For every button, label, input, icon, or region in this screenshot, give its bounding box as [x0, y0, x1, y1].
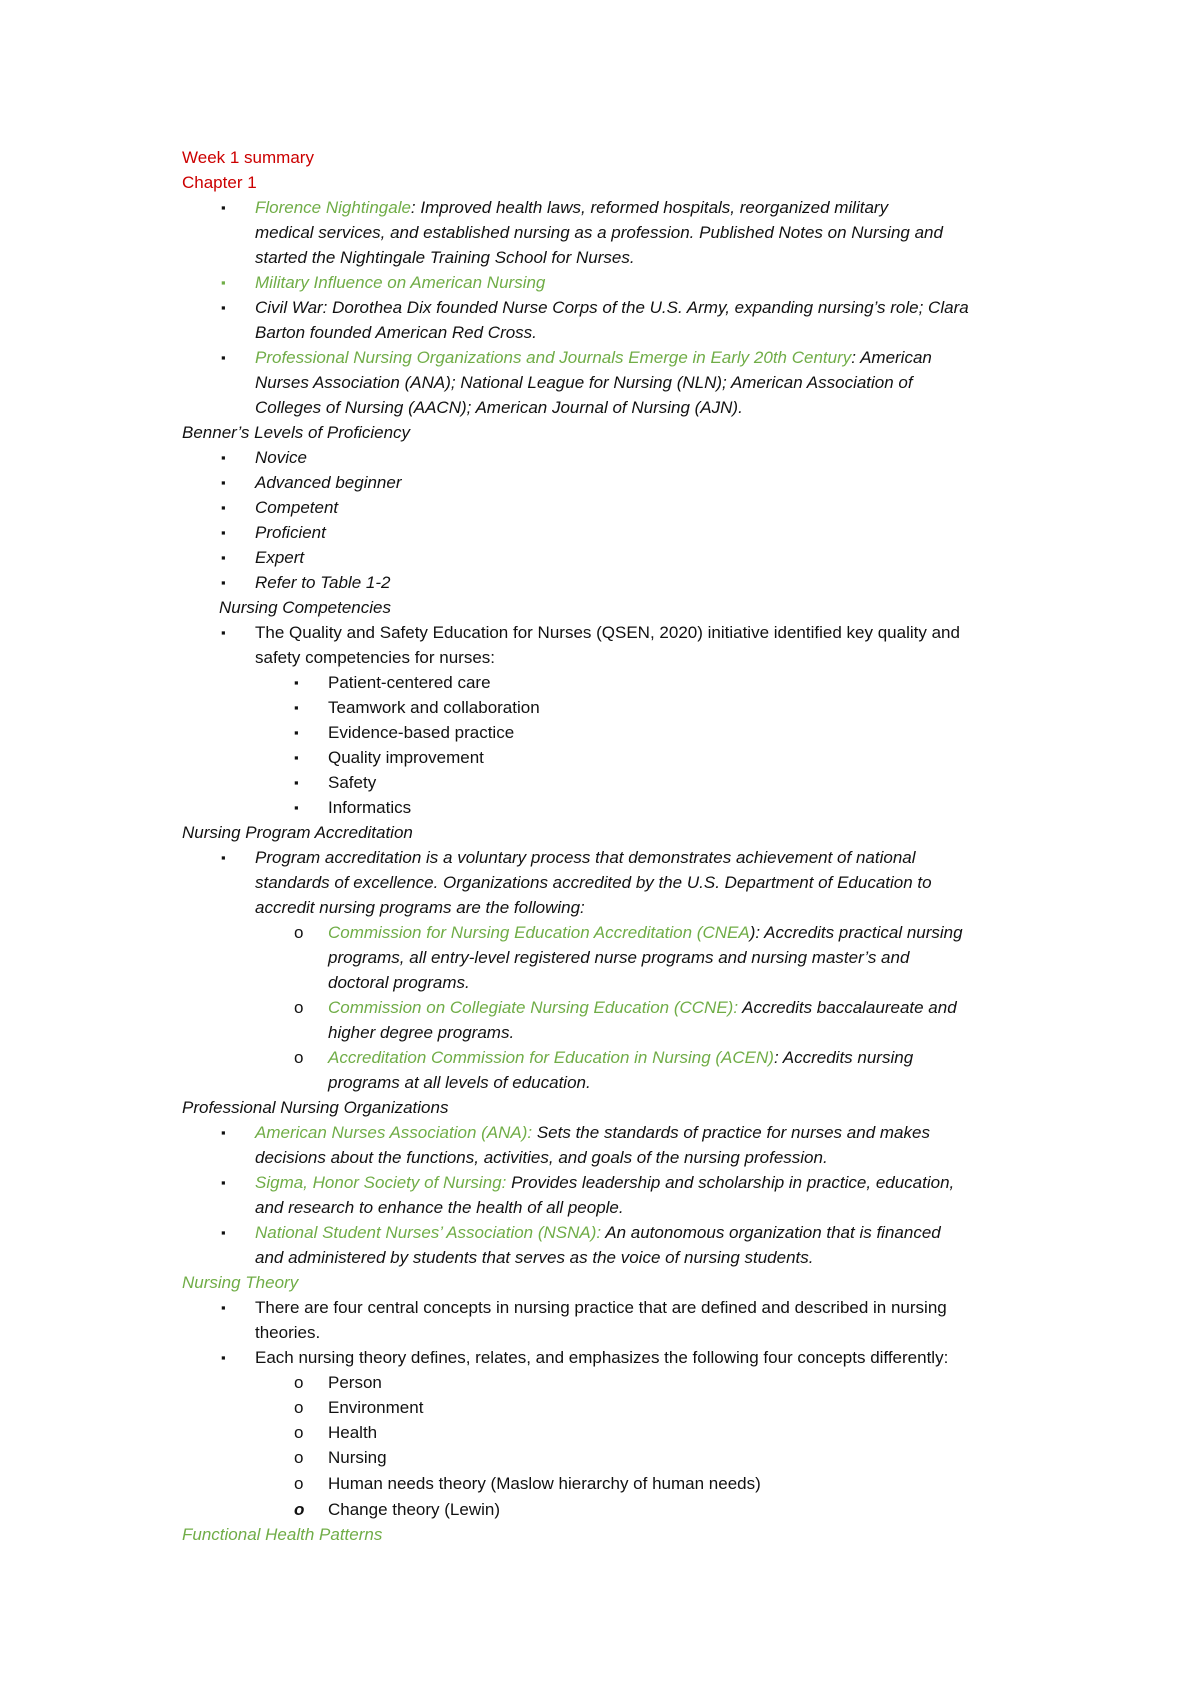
civil-war-line-1: Civil War: Dorothea Dix founded Nurse Corps of the U.S. Army, expanding nursing’s role; Clara [255, 298, 969, 317]
bullet-marker: ▪ [221, 275, 226, 290]
theory-bullet-2: Each nursing theory defines, relates, and emphasizes the following four concepts differently: [255, 1348, 949, 1367]
ccne-line-1: Commission on Collegiate Nursing Education (CCNE): Accredits baccalaureate and [328, 998, 957, 1017]
military-influence: Military Influence on American Nursing [255, 273, 546, 292]
cnea-line-1: Commission for Nursing Education Accreditation (CNEA): Accredits practical nursing [328, 923, 963, 942]
benner-item: Novice [255, 448, 307, 467]
theory-item: Health [328, 1423, 378, 1442]
competencies-heading: Nursing Competencies [219, 598, 391, 617]
sub-bullet-marker: o [294, 1474, 304, 1493]
bullet-marker: ▪ [221, 1225, 226, 1240]
bullet-marker: ▪ [221, 550, 226, 565]
bullet-marker: ▪ [221, 200, 226, 215]
orgs-line-2: Nurses Association (ANA); National League for Nursing (NLN); American Association of [255, 373, 913, 392]
bullet-marker: ▪ [221, 350, 226, 365]
acen-line-2: programs at all levels of education. [328, 1073, 591, 1092]
nsna-term: National Student Nurses’ Association (NSNA): [255, 1223, 602, 1242]
bullet-marker: ▪ [221, 475, 226, 490]
ccne-term: Commission on Collegiate Nursing Education (CCNE): [328, 998, 739, 1017]
nsna-line-2: and administered by students that serves as the voice of nursing students. [255, 1248, 814, 1267]
competency-item: Patient-centered care [328, 673, 491, 692]
sub-bullet-marker: o [294, 1048, 304, 1067]
ccne-line-2: higher degree programs. [328, 1023, 515, 1042]
competency-item: Safety [328, 773, 377, 792]
theory-heading: Nursing Theory [182, 1273, 299, 1292]
nightingale-term: Florence Nightingale [255, 198, 411, 217]
competencies-intro-1: The Quality and Safety Education for Nurses (QSEN, 2020) initiative identified key quality and [255, 623, 960, 642]
bullet-marker: ▪ [221, 525, 226, 540]
bullet-marker: ▪ [294, 800, 299, 815]
bullet-marker: ▪ [294, 725, 299, 740]
accreditation-intro-2: standards of excellence. Organizations accredited by the U.S. Department of Education to [255, 873, 932, 892]
theory-item: Nursing [328, 1448, 387, 1467]
sub-bullet-marker: o [294, 1500, 305, 1519]
cnea-line-3: doctoral programs. [328, 973, 470, 992]
benner-heading: Benner’s Levels of Proficiency [182, 423, 411, 442]
bullet-marker: ▪ [294, 700, 299, 715]
benner-item: Competent [255, 498, 339, 517]
accreditation-intro-3: accredit nursing programs are the following: [255, 898, 585, 917]
benner-item: Expert [255, 548, 305, 567]
sub-bullet-marker: o [294, 1448, 304, 1467]
orgs-line-1: Professional Nursing Organizations and Journals Emerge in Early 20th Century: American [255, 348, 932, 367]
functional-heading: Functional Health Patterns [182, 1525, 383, 1544]
bullet-marker: ▪ [221, 450, 226, 465]
sigma-line-1: Sigma, Honor Society of Nursing: Provides leadership and scholarship in practice, education, [255, 1173, 955, 1192]
bullet-marker: ▪ [221, 625, 226, 640]
accreditation-heading: Nursing Program Accreditation [182, 823, 413, 842]
bullet-marker: ▪ [221, 575, 226, 590]
nsna-line-1: National Student Nurses’ Association (NSNA): An autonomous organization that is financed [255, 1223, 941, 1242]
ana-term: American Nurses Association (ANA): [255, 1123, 533, 1142]
competencies-intro-2: safety competencies for nurses: [255, 648, 496, 667]
accreditation-intro-1: Program accreditation is a voluntary process that demonstrates achievement of national [255, 848, 916, 867]
sub-bullet-marker: o [294, 998, 304, 1017]
bullet-marker: ▪ [221, 1175, 226, 1190]
bullet-marker: ▪ [294, 675, 299, 690]
nightingale-line-2: medical services, and established nursing as a profession. Published Notes on Nursing and [255, 223, 943, 242]
theory-bullet-1-line-2: theories. [255, 1323, 321, 1342]
sigma-line-2: and research to enhance the health of all people. [255, 1198, 624, 1217]
theory-item: Environment [328, 1398, 424, 1417]
bullet-marker: ▪ [221, 850, 226, 865]
bullet-marker: ▪ [221, 1350, 226, 1365]
bullet-marker: ▪ [294, 775, 299, 790]
competency-item: Evidence-based practice [328, 723, 515, 742]
competency-item: Informatics [328, 798, 412, 817]
theory-item: Change theory (Lewin) [328, 1500, 500, 1519]
ana-line-1: American Nurses Association (ANA): Sets the standards of practice for nurses and makes [255, 1123, 930, 1142]
benner-item: Refer to Table 1-2 [255, 573, 391, 592]
acen-term: Accreditation Commission for Education in Nursing (ACEN) [328, 1048, 774, 1067]
sub-bullet-marker: o [294, 1373, 304, 1392]
cnea-line-2: programs, all entry-level registered nurse programs and nursing master’s and [328, 948, 910, 967]
theory-item: Human needs theory (Maslow hierarchy of human needs) [328, 1474, 761, 1493]
bullet-marker: ▪ [221, 300, 226, 315]
bullet-marker: ▪ [221, 1300, 226, 1315]
civil-war-line-2: Barton founded American Red Cross. [255, 323, 537, 342]
sub-bullet-marker: o [294, 1423, 304, 1442]
orgs-term: Professional Nursing Organizations and Journals Emerge in Early 20th Century [255, 348, 852, 367]
sub-bullet-marker: o [294, 1398, 304, 1417]
ana-line-2: decisions about the functions, activities, and goals of the nursing profession. [255, 1148, 828, 1167]
bullet-marker: ▪ [221, 500, 226, 515]
benner-item: Advanced beginner [255, 473, 402, 492]
benner-item: Proficient [255, 523, 326, 542]
theory-bullet-1-line-1: There are four central concepts in nursing practice that are defined and described in nursing [255, 1298, 947, 1317]
bullet-marker: ▪ [221, 1125, 226, 1140]
prof-orgs-heading: Professional Nursing Organizations [182, 1098, 449, 1117]
acen-line-1: Accreditation Commission for Education in Nursing (ACEN): Accredits nursing [328, 1048, 914, 1067]
doc-title: Week 1 summary [182, 148, 314, 167]
sub-bullet-marker: o [294, 923, 304, 942]
orgs-line-3: Colleges of Nursing (AACN); American Journal of Nursing (AJN). [255, 398, 743, 417]
cnea-term: Commission for Nursing Education Accreditation (CNEA [328, 923, 750, 942]
competency-item: Quality improvement [328, 748, 484, 767]
competency-item: Teamwork and collaboration [328, 698, 540, 717]
nightingale-line-1: Florence Nightingale: Improved health laws, reformed hospitals, reorganized military [255, 198, 889, 217]
theory-item: Person [328, 1373, 382, 1392]
bullet-marker: ▪ [294, 750, 299, 765]
sigma-term: Sigma, Honor Society of Nursing: [255, 1173, 507, 1192]
nightingale-line-3: started the Nightingale Training School for Nurses. [255, 248, 635, 267]
chapter-heading: Chapter 1 [182, 173, 257, 192]
